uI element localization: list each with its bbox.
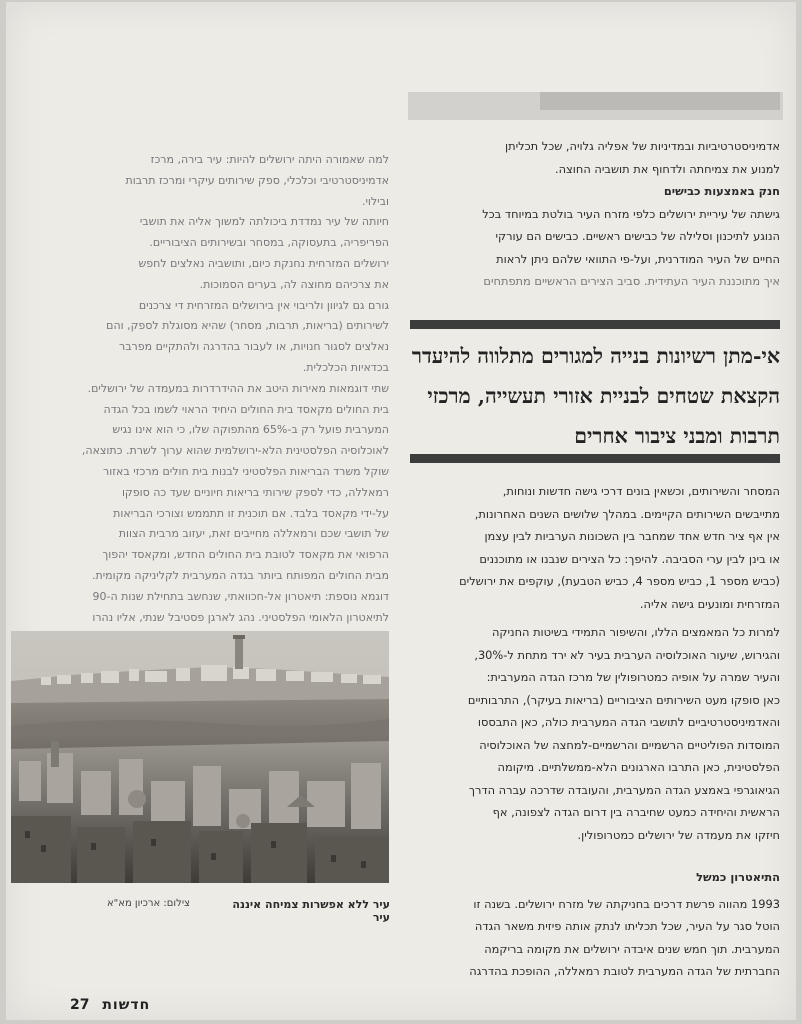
text-line: החיים של העיר המודרנית, ועל-פי התוואי שלהם ניתן לראות bbox=[496, 251, 780, 266]
text-line: והגירוש, שיעור האוכלוסיה הערבית בעיר לא ירד מתחת ל-30%, bbox=[474, 647, 780, 662]
text-line: של תושבי שכם ורמאללה מחייבים זאת, יעזוב מרבית הצוות bbox=[118, 527, 389, 541]
text-line: לשירותים (בריאות, תרבות, מסחר) שהיא מסוגלת לספק, והם bbox=[106, 319, 389, 333]
text-line: גישתה של עיריית ירושלים כלפי מזרח העיר בולטת במיוחד בכל bbox=[482, 206, 780, 221]
text-line: למה שאמורה היתה ירושלים להיות: עיר בירה, מרכז bbox=[150, 153, 389, 166]
text-line: המערבית פועל רק ב-65% מהתפוקה שלו, כי הוא אינו נגיש bbox=[112, 423, 389, 437]
text-line: ובילוי. bbox=[361, 194, 389, 208]
page-footer bbox=[70, 997, 180, 1013]
pull-quote-line: תרבות ומבני ציבור אחרים bbox=[574, 424, 780, 448]
text-line: כאן סופקו מעט השירותים הציבוריים (בריאות בעיקר), התרבותיים bbox=[467, 692, 780, 707]
text-line: והאדמיניסטרטיביים לתושבי הגדה המערבית כולה, כאן התבססו bbox=[477, 715, 780, 729]
text-line: למרות כל המאמצים הללו, והשיפור התמידי בשיטות החניקה bbox=[491, 625, 780, 639]
text-line: אדמיניסטרטיביות ובמדיניות של אפליה גלויה, שכל תכליתן bbox=[504, 139, 780, 153]
page-number: 27 bbox=[70, 997, 90, 1013]
text-line: רמאללה, כדי לספק שירותי בריאות חיוניים שעד כה סופקו bbox=[121, 485, 389, 499]
text-line: אדמיניסטרטיבי וכלכלי, ספק שירותים עיקרי ומרכז תרבות bbox=[125, 173, 389, 187]
pull-quote-line: הקצאת שטחים לבניית אזורי תעשייה, מרכזי bbox=[427, 384, 780, 408]
pull-quote-rule-top bbox=[410, 320, 780, 329]
city-photo bbox=[11, 631, 389, 883]
text-line: המזרחית ומונעים גישה אליה. bbox=[639, 596, 780, 611]
text-line: אין אף ציר חדש אחד שמחבר בין השכונות הערביות לבין עצמן bbox=[484, 529, 780, 543]
text-line: הפריפריה, בתעסוקה, במסחר ובשירותים הציבוריים. bbox=[149, 236, 389, 250]
text-line: או בינן לבין ערי הסביבה. להיפך: כל הצירים שנבנו או מתוכננים bbox=[479, 551, 780, 566]
text-line: המוסדות הפוליטיים הרשמיים והרשמיים-למחצה של האוכלוסיה bbox=[479, 737, 780, 752]
magazine-logo: חדשות bbox=[102, 997, 151, 1013]
text-line: החברתית של הגדה המערבית לטובת רמאללה, ההופכת בהדרגה bbox=[469, 964, 780, 978]
text-line: הנוגע לתיכנון וסלילה של כבישים ראשיים. כבישים הם עורקי bbox=[495, 229, 780, 243]
text-line: מתייבשים השירותים הקיימים. במהלך שלושים השנים האחרונות, bbox=[474, 506, 780, 521]
text-line: הוטל סגר על העיר, שכל תכליתו לנתק אותה פיזית משאר הגדה bbox=[474, 919, 780, 933]
text-line: לאוכלוסיה הפלסטינית הלא-ירושלמית שהוא ערוך לשרת. כתוצאה, bbox=[81, 444, 389, 458]
text-line: הראשית והיחידה כמעט שחיברה בין דרום הגדה לצפונה, אף bbox=[492, 805, 780, 819]
text-line: 1993 מהווה פרשת דרכים בחניקתה של מזרח ירושלים. בשנה זו bbox=[473, 896, 780, 911]
text-line: הרפואי את מקאסד לטובת בית החולים החדש, ומקאסד יהפוך bbox=[102, 548, 389, 562]
pull-quote-rule-bottom bbox=[410, 454, 780, 463]
text-line: שוקל משרד הבריאות הפלסטיני לבנות בית חולים מרכזי באזור bbox=[103, 464, 389, 478]
text-line: גורם גם לגיוון ולריבוי אין בירושלים המזרחית די צרכנים bbox=[138, 298, 389, 312]
text-line: על-ידי מקאסד בלבד. אם תוכנית זו תתממש וצורכי הבריאות bbox=[113, 506, 389, 520]
text-line: את צרכיהם מחוצה לה, בערים הסמוכות. bbox=[199, 277, 389, 291]
right-column-top bbox=[405, 136, 780, 294]
pull-quote bbox=[410, 336, 780, 456]
text-line: (כביש מספר 1, כביש מספר 4, כביש הטבעת), עוקפים את ירושלים bbox=[459, 574, 780, 588]
text-line: לתיאטרון הלאומי הפלסטיני. נהג לארגן פסטיבל שנתי, אליו נהרו bbox=[92, 610, 389, 624]
photo-credit: צילום: ארכיון מא"א bbox=[106, 898, 190, 909]
text-line: מבית החולים המפותח ביותר בגדה המערבית לקליניקה מקומית. bbox=[91, 568, 389, 582]
section-heading: התיאטרון כמשל bbox=[696, 870, 780, 884]
text-line: בית החולים מקאסד בית החולים היחיד הראוי לשמו בכל הגדה bbox=[103, 402, 389, 416]
text-line: איך מתוכננת העיר העתידית. סביב הצירים הראשיים מתפתחים bbox=[483, 274, 780, 288]
text-line: והעיר שמרה על אופיה כמטרופולין של מרכז הגדה המערבית: bbox=[486, 670, 780, 684]
text-line: הפלסטינית, כאן התרבו הארגונים הלא-ממשלתיים. מיקומה bbox=[497, 760, 780, 774]
text-line: המסחר והשירותים, וכשאין בונים דרכי גישה חדשות ונוחות, bbox=[502, 484, 780, 498]
text-line: חיותה של עיר נמדדת ביכולתה למשוך אליה את תושבי bbox=[139, 215, 389, 229]
pull-quote-line: אי-מתן רשיונות בנייה למגורים מתלווה להיעדר bbox=[411, 344, 780, 368]
header-bar-shade bbox=[540, 92, 780, 110]
text-line: ירושלים המזרחית נחנקת כיום, ותושביה נאלצים לחפש bbox=[138, 256, 389, 270]
right-column-bottom bbox=[405, 481, 780, 984]
photo-caption: עיר ללא אפשרות צמיחה איננה עיר bbox=[232, 898, 390, 924]
section-heading: חנק באמצעות כבישים bbox=[663, 184, 780, 198]
text-line: למנוע את צמיחתה ולדחוף את תושביה החוצה. bbox=[554, 161, 780, 176]
text-line: דוגמא נוספת: תיאטרון אל-חכוואתי, שנחשב בתחילת שנות ה-90 bbox=[92, 589, 389, 603]
text-line: שתי דוגמאות מאירות היטב את ההידרדרות במעמדה של ירושלים. bbox=[87, 381, 389, 395]
text-line: נאלצים לסגור חנויות, או לעבור בהדרגה ולהתקיים מפרבר bbox=[118, 340, 389, 354]
text-line: הגיאוגרפי באמצע הגדה המערבית, והעובדה שדרכה עברה הדרך bbox=[468, 782, 780, 797]
text-line: בכדאיות הכלכלית. bbox=[302, 360, 389, 374]
text-line: חיזקו את מעמדה של ירושלים כמטרופולין. bbox=[577, 827, 780, 842]
text-line: המערבית. תוך חמש שנים איבדה ירושלים את מקומה בריקמה bbox=[484, 941, 780, 956]
left-column bbox=[72, 150, 389, 628]
